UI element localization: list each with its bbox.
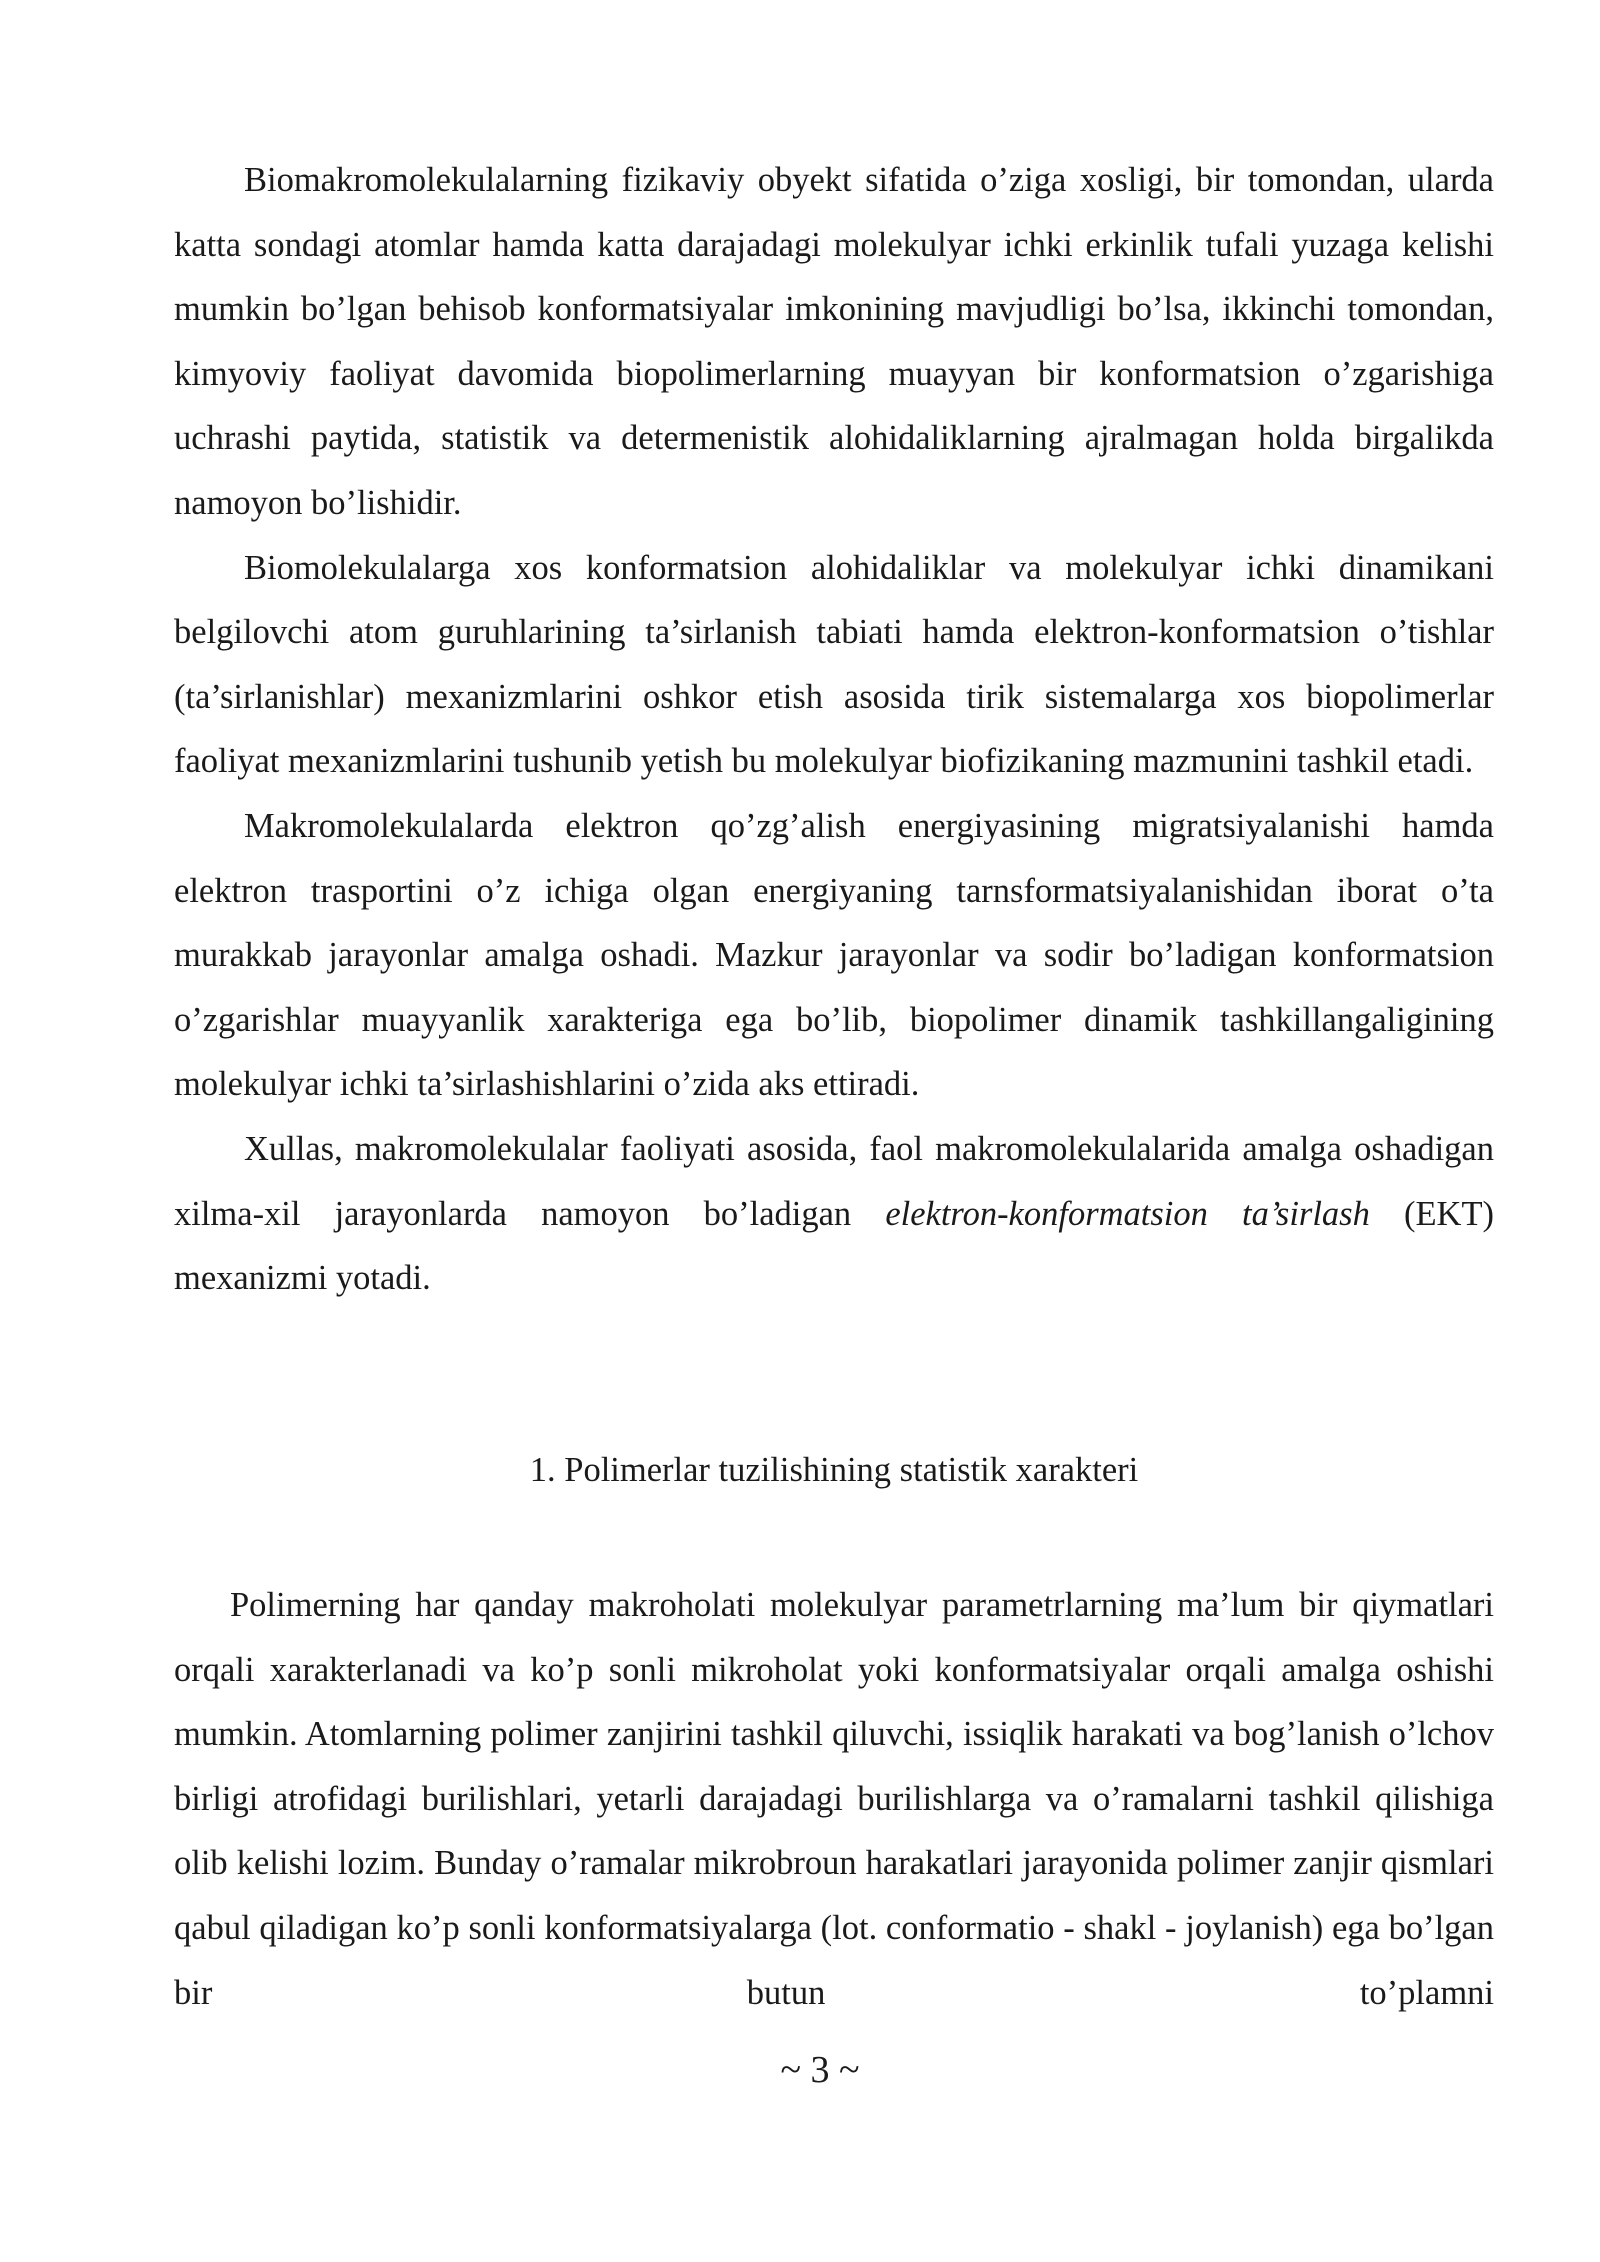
paragraph-1: Biomakromolekulalarning fizikaviy obyekt sifatida o’ziga xosligi, bir tomondan, ularda katta sondagi atomlar hamda katta darajadagi molekulyar ichki erkinlik tufali yuzaga kelishi mumkin bo’lgan behisob konformatsiyalar imkonining mavjudligi bo’lsa, ikkinchi tomondan, kimyoviy faoliyat davomida biopolimerlarning muayyan bir konformatsion o’zgarishiga uchrashi paytida, statistik va determenistik alohidaliklarning ajralmagan holda birgalikda namoyon bo’lishidir. bbox=[174, 161, 1494, 522]
section-paragraph: Polimerning har qanday makroholati molekulyar parametrlarning ma’lum bir qiymatlari orqali xarakterlanadi va ko’p sonli mikroholat yoki konformatsiyalar orqali amalga oshishi mumkin. Atomlarning polimer zanjirini tashkil qiluvchi, issiqlik harakati va bog’lanish o’lchov birligi atrofidagi burilishlari, yetarli darajadagi burilishlarga va o’ramalarni tashkil qilishiga olib kelishi lozim. Bunday o’ramalar mikrobroun harakatlari jarayonida polimer zanjir qismlari qabul qiladigan ko’p sonli konformatsiyalarga (lot. conformatio - shakl - joylanish) ega bo’lgan bir butun to’plamni bbox=[174, 1586, 1494, 2012]
paragraph-4-text-start: Xullas, makromolekulalar faoliyati asosida, faol makromolekulalarida amalga oshadigan xilma-xil jarayonlarda namoyon bo’ladigan bbox=[174, 1129, 1494, 1233]
paragraph-4-text-end: (EKT) mexanizmi yotadi. bbox=[174, 1194, 1495, 1298]
page-number: ~ 3 ~ bbox=[780, 2049, 860, 2091]
paragraph-3: Makromolekulalarda elektron qo’zg’alish energiyasining migratsiyalanishi hamda elektron trasportini o’z ichiga olgan energiyaning tarnsformatsiyalanishidan iborat o’ta murakkab jarayonlar amalga oshadi. Mazkur jarayonlar va sodir bo’ladigan konformatsion o’zgarishlar muayyanlik xarakteriga ega bo’lib, biopolimer dinamik tashkillangaligining molekulyar ichki ta’sirlashishlarini o’zida aks ettiradi. bbox=[174, 806, 1494, 1104]
section-body-text bbox=[174, 1573, 1494, 2025]
paragraph-4-italic-term: elektron-konformatsion ta’sirlash bbox=[885, 1194, 1370, 1233]
paragraph-2: Biomolekulalarga xos konformatsion alohidaliklar va molekulyar ichki dinamikani belgilovchi atom guruhlarining ta’sirlanish tabiati hamda elektron-konformatsion o’tishlar (ta’sirlanishlar) mexanizmlarini oshkor etish asosida tirik sistemalarga xos biopolimerlar faoliyat mexanizmlarini tushunib yetish bu molekulyar biofizikaning mazmunini tashkil etadi. bbox=[174, 548, 1494, 781]
body-text bbox=[174, 148, 1494, 1311]
paragraph-4 bbox=[174, 1117, 1494, 1311]
section-heading: 1. Polimerlar tuzilishining statistik xarakteri bbox=[529, 1451, 1139, 1489]
